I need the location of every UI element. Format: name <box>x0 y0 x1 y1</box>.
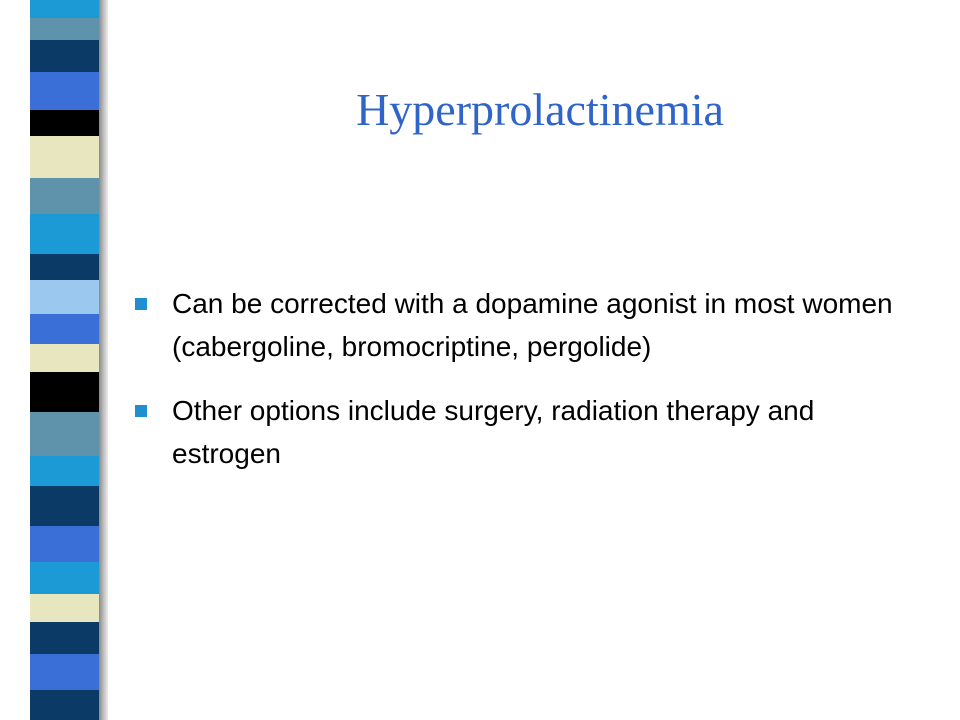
stripe-segment <box>30 214 108 254</box>
stripe-segment <box>30 0 108 18</box>
stripe-shadow <box>99 0 108 720</box>
stripe-segment <box>30 372 108 412</box>
stripe-segment <box>30 344 108 372</box>
stripe-segment <box>30 72 108 110</box>
stripe-segment <box>30 486 108 526</box>
bullet-item <box>135 282 925 368</box>
stripe-segment <box>30 280 108 314</box>
bullet-item <box>135 389 925 475</box>
bullet-list <box>135 282 925 496</box>
stripe-segment <box>30 594 108 622</box>
stripe-segment <box>30 526 108 562</box>
bullet-text: Can be corrected with a dopamine agonist in most women (cabergoline, bromocriptine, pergolide) <box>172 288 893 362</box>
stripe-segment <box>30 412 108 456</box>
slide-title: Hyperprolactinemia <box>356 84 724 135</box>
stripe-segment <box>30 40 108 72</box>
stripe-segment <box>30 314 108 344</box>
stripe-segment <box>30 254 108 280</box>
stripe-segment <box>30 110 108 136</box>
square-bullet-icon <box>135 405 147 417</box>
stripe-segment <box>30 136 108 178</box>
stripe-segment <box>30 18 108 40</box>
square-bullet-icon <box>135 298 147 310</box>
stripe-segment <box>30 456 108 486</box>
stripe-segment <box>30 654 108 690</box>
decorative-stripe-band <box>30 0 108 720</box>
stripe-segment <box>30 622 108 654</box>
stripe-segment <box>30 562 108 594</box>
bullet-text: Other options include surgery, radiation therapy and estrogen <box>172 395 815 469</box>
stripe-segment <box>30 690 108 720</box>
stripe-segment <box>30 178 108 214</box>
